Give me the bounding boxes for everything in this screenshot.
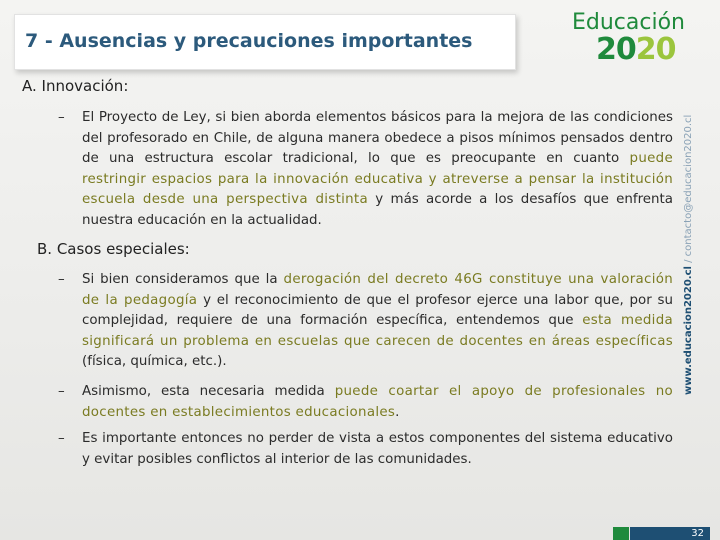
bullet-text-part: Si bien consideramos que la	[82, 272, 284, 287]
title-box	[14, 14, 516, 70]
bullet-text-part: Es importante entonces no perder de vista a estos componentes del sistema educativo y evitar posibles conflictos al interior de las comunidades.	[82, 431, 673, 467]
bullet-highlight: puede coartar el apoyo de profesionales no docentes en establecimientos educacionales	[82, 384, 673, 420]
bullet-dash: –	[58, 272, 65, 287]
bullet-dash: –	[58, 384, 65, 399]
bullet-b2	[58, 382, 673, 423]
bullet-text-part: .	[395, 404, 400, 420]
logo-year-second: 20	[635, 32, 676, 67]
contact-email[interactable]: / contacto@educacion2020.cl	[683, 114, 694, 267]
bullet-dash: –	[58, 110, 65, 125]
bullet-b3	[58, 429, 673, 470]
logo-year	[596, 32, 676, 67]
bullet-dash: –	[58, 431, 65, 446]
bullet-text	[58, 382, 673, 423]
bullet-highlight: esta medida significará un problema en escuelas que carecen de docentes en áreas específicas	[82, 313, 674, 349]
logo-wordmark: Educación	[572, 10, 685, 35]
bullet-text-part: El Proyecto de Ley, si bien aborda elementos básicos para la mejora de las condiciones del profesorado en Chile, de alguna manera obedece a pisos mínimos pensados dentro de una estructura escolar tradicional, lo que es preocupante en cuanto	[82, 110, 673, 167]
page-number: 32	[630, 527, 710, 540]
bullet-a1	[58, 108, 673, 232]
logo-year-first: 20	[596, 32, 636, 67]
bullet-highlight: derogación del decreto 46G constituye una valoración de la pedagogía	[82, 272, 673, 308]
section-b-title: B. Casos especiales:	[37, 240, 190, 258]
bullet-text	[58, 429, 673, 470]
website-link[interactable]	[683, 115, 694, 395]
educacion-2020-logo	[560, 8, 690, 68]
bullet-text-part: y el reconocimiento de que el profesor ejerce una labor que, por su complejidad, requiere de una formación específica, entendemos que	[82, 292, 673, 329]
bullet-highlight: puede restringir espacios para la innovación educativa y atreverse a pensar la institución escuela desde una perspectiva distinta	[82, 151, 673, 208]
slide-title: 7 - Ausencias y precauciones importantes	[25, 30, 473, 52]
bullet-text-part: (física, química, etc.).	[82, 354, 227, 370]
website-url[interactable]: www.educacion2020.cl	[683, 266, 694, 395]
section-a-title: A. Innovación:	[22, 77, 129, 95]
bullet-text	[58, 270, 673, 373]
bullet-text-part: y más acorde a los desafíos que enfrenta nuestra educación en la actualidad.	[82, 192, 673, 228]
bullet-text-part: Asimismo, esta necesaria medida	[82, 384, 335, 399]
footer-accent-bar	[613, 527, 629, 540]
bullet-b1	[58, 270, 673, 373]
bullet-text	[58, 108, 673, 232]
